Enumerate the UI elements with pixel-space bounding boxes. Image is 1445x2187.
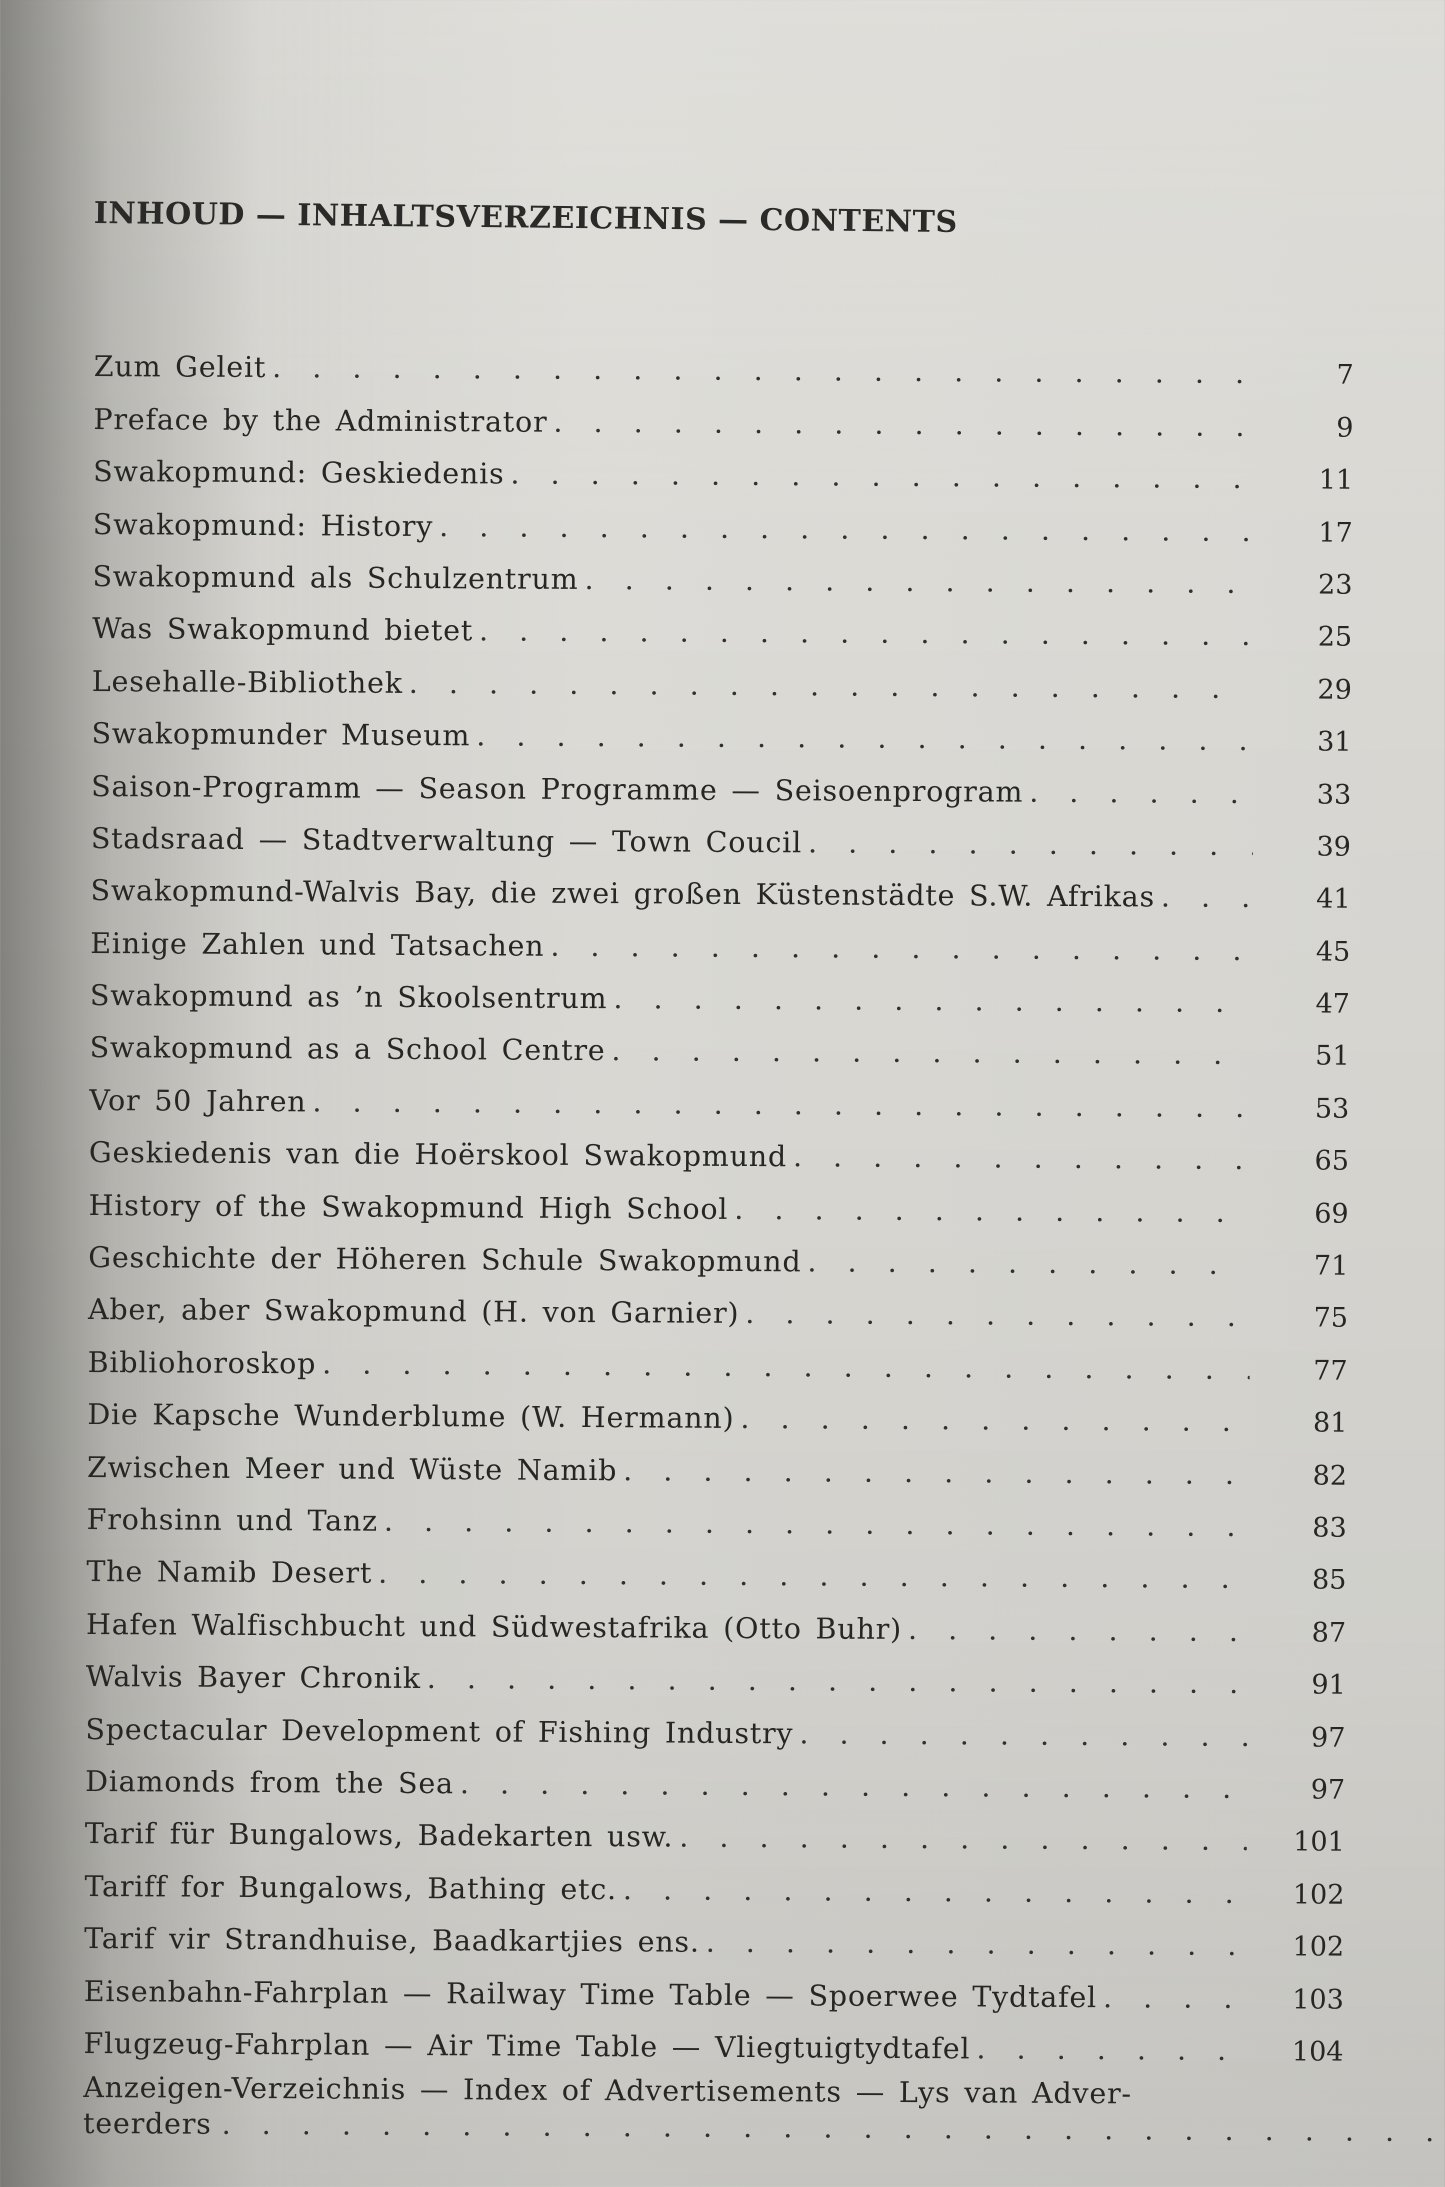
toc-entry-title: Geschichte der Höheren Schule Swakopmund (88, 1241, 802, 1279)
toc-entry-title: Lesehalle-Bibliothek (91, 664, 403, 700)
toc-entry (90, 1012, 1350, 1072)
toc-entry-title: Tarif vir Strandhuise, Baadkartjies ens. (84, 1922, 700, 1959)
dot-leader (976, 2032, 1245, 2067)
toc-entry-title: Eisenbahn-Fahrplan — Railway Time Table — Spoerwee Tydtafel (83, 1974, 1098, 2014)
toc-entry-page-number: 65 (1314, 1145, 1350, 1177)
dot-leader (613, 982, 1252, 1019)
dot-leader (322, 1347, 1250, 1386)
dot-leader (623, 1873, 1247, 1910)
toc-entry (85, 1798, 1345, 1858)
toc-entry (91, 750, 1351, 810)
toc-entry-title-line2: teerders (82, 2106, 212, 2141)
dot-leader (1161, 881, 1253, 915)
toc-entry-title: Tarif für Bungalows, Badekarten usw. (84, 1817, 674, 1854)
toc-entry (93, 436, 1353, 496)
toc-entry-title-line1: Anzeigen-Verzeichnis — Index of Advertisements — Lys van Adver- (83, 2070, 1133, 2111)
toc-entry-page-number: 103 (1292, 1983, 1344, 2016)
toc-entry (85, 1746, 1345, 1806)
toc-entry-page-number: 11 (1318, 464, 1354, 496)
toc-entry (87, 1431, 1347, 1491)
toc-entry (91, 803, 1351, 863)
toc-entry-page-number: 31 (1317, 726, 1352, 758)
dot-leader (799, 1717, 1247, 1753)
toc-entry (92, 541, 1352, 601)
dot-leader (460, 1767, 1247, 1805)
toc-entry-page-number: 97 (1310, 1722, 1346, 1754)
toc-entry-title: Flugzeug-Fahrplan — Air Time Table — Vliegtuigtydtafel (83, 2026, 971, 2066)
toc-entry-page-number: 77 (1313, 1355, 1348, 1387)
dot-leader (550, 929, 1252, 966)
toc-entry-title: Zwischen Meer und Wüste Namib (86, 1450, 618, 1487)
toc-entry (90, 960, 1350, 1020)
toc-entry (86, 1536, 1346, 1596)
toc-entry-title: Swakopmund as a School Centre (89, 1031, 606, 1068)
toc-entry (94, 331, 1354, 391)
toc-entry-title: Bibliohoroskop (87, 1345, 317, 1381)
toc-entry-title: Swakopmund: History (92, 507, 434, 543)
toc-entry (87, 1484, 1347, 1544)
toc-entry-page-number: 7 (1336, 359, 1354, 392)
toc-entry (84, 1955, 1344, 2015)
dot-leader (222, 2107, 1445, 2179)
toc-entry-page-number: 85 (1311, 1564, 1347, 1597)
contents-heading: INHOUD — INHALTSVERZEICHNIS — CONTENTS (93, 196, 958, 241)
toc-entry-title: Swakopmund-Walvis Bay, die zwei großen Küstenstädte S.W. Afrikas (90, 874, 1156, 914)
dot-leader (584, 563, 1254, 600)
toc-entry (83, 2007, 1343, 2067)
toc-entry-title: Frohsinn und Tanz (86, 1502, 379, 1538)
toc-entry-page-number: 39 (1316, 831, 1351, 863)
dot-leader (1103, 1981, 1246, 2015)
toc-entry (92, 645, 1352, 705)
toc-entry-title: Hafen Walfischbucht und Südwestafrika (Otto Buhr) (85, 1607, 903, 1646)
toc-entry (92, 593, 1352, 653)
table-of-contents (83, 331, 1354, 2150)
toc-entry-page-number: 23 (1318, 569, 1353, 601)
dot-leader (553, 406, 1255, 443)
toc-entry-title: The Namib Desert (86, 1555, 373, 1591)
toc-entry-page-number: 102 (1292, 1879, 1345, 1911)
dot-leader (679, 1821, 1247, 1857)
toc-entry (87, 1379, 1347, 1439)
toc-entry-title: Swakopmund als Schulzentrum (92, 559, 579, 596)
toc-entry (91, 698, 1351, 758)
toc-entry-title: History of the Swakopmund High School (88, 1188, 729, 1226)
dot-leader (409, 667, 1254, 705)
toc-entry-title: Swakopmund as ’n Skoolsentrum (89, 979, 608, 1016)
toc-entry-title: Preface by the Administrator (93, 402, 548, 439)
toc-entry-page-number: 71 (1313, 1250, 1349, 1282)
toc-entry-page-number: 87 (1311, 1617, 1347, 1649)
toc-entry (89, 1117, 1349, 1177)
dot-leader (384, 1505, 1249, 1543)
dot-leader (510, 458, 1255, 496)
dot-leader (808, 826, 1253, 862)
toc-entry-page-number: 69 (1314, 1198, 1349, 1230)
dot-leader (740, 1402, 1249, 1438)
toc-entry-title: Saison-Programm — Season Programme — Seisoenprogram (91, 769, 1024, 809)
dot-leader (807, 1245, 1250, 1281)
dot-leader (623, 1454, 1249, 1491)
dot-leader (734, 1193, 1251, 1229)
toc-entry (88, 1222, 1348, 1282)
dot-leader (378, 1557, 1248, 1595)
toc-entry-page-number: 97 (1310, 1774, 1346, 1806)
toc-entry-title: Tariff for Bungalows, Bathing etc. (84, 1869, 618, 1906)
toc-entry-title: Was Swakopmund bietet (92, 612, 474, 648)
toc-entry-title: Die Kapsche Wunderblume (W. Hermann) (87, 1398, 735, 1436)
toc-entry-title: Einige Zahlen und Tatsachen (90, 926, 545, 963)
toc-entry-page-number: 45 (1315, 936, 1351, 968)
dot-leader (793, 1141, 1251, 1177)
toc-entry-page-number: 53 (1314, 1093, 1350, 1125)
toc-entry-title: Spectacular Development of Fishing Industry (85, 1712, 794, 1750)
toc-entry (89, 1064, 1349, 1124)
toc-entry-title: Swakopmund: Geskiedenis (93, 455, 505, 491)
toc-entry-page-number: 101 (1293, 1826, 1345, 1858)
toc-entry-page-number: 9 (1336, 412, 1354, 444)
toc-entry (93, 383, 1353, 443)
dot-leader (476, 719, 1253, 757)
toc-entry (84, 1850, 1344, 1910)
dot-leader (706, 1926, 1247, 1962)
toc-entry-page-number: 82 (1312, 1460, 1348, 1492)
toc-entry-page-number: 25 (1317, 621, 1353, 654)
dot-leader (439, 510, 1255, 548)
toc-entry-title: Swakopmunder Museum (91, 717, 471, 753)
toc-entry-page-number: 81 (1312, 1407, 1348, 1439)
toc-entry-page-number: 75 (1313, 1302, 1349, 1335)
toc-entry-title: Vor 50 Jahren (89, 1083, 307, 1119)
toc-entry (90, 855, 1350, 915)
dot-leader (427, 1662, 1248, 1700)
toc-entry (86, 1641, 1346, 1701)
toc-entry-page-number: 29 (1317, 674, 1352, 706)
toc-entry (90, 907, 1350, 967)
toc-entry-page-number: 102 (1292, 1931, 1345, 1963)
dot-leader (1029, 775, 1253, 809)
dot-leader (745, 1297, 1250, 1333)
toc-entry (89, 1169, 1349, 1229)
toc-entry-title: Walvis Bayer Chronik (85, 1660, 421, 1696)
dot-leader (479, 615, 1254, 653)
toc-entry (93, 488, 1353, 548)
toc-entry-page-number: 41 (1316, 883, 1351, 915)
toc-entry-title: Diamonds from the Sea (85, 1764, 454, 1801)
dot-leader (312, 1085, 1251, 1124)
toc-entry-advertisements-index (83, 2070, 1343, 2150)
dot-leader (611, 1035, 1251, 1072)
toc-entry-page-number: 51 (1315, 1040, 1350, 1073)
toc-entry-page-number: 83 (1312, 1512, 1347, 1544)
toc-entry-title: Aber, aber Swakopmund (H. von Garnier) (87, 1293, 740, 1331)
toc-entry-page-number: 33 (1316, 778, 1352, 811)
toc-entry (85, 1693, 1345, 1753)
toc-entry-title: Zum Geleit (93, 350, 267, 385)
toc-entry-page-number: 17 (1318, 517, 1353, 549)
toc-entry-title: Stadsraad — Stadtverwaltung — Town Coucil (90, 821, 803, 860)
toc-entry-page-number: 91 (1311, 1669, 1346, 1701)
toc-entry (88, 1274, 1348, 1334)
toc-entry-title: Geskiedenis van die Hoërskool Swakopmund (88, 1136, 788, 1174)
dot-leader (908, 1613, 1248, 1648)
toc-entry (88, 1326, 1348, 1386)
dot-leader (272, 351, 1256, 390)
toc-entry (84, 1903, 1344, 1963)
toc-entry (86, 1588, 1346, 1648)
toc-entry-page-number: 47 (1315, 988, 1351, 1020)
toc-entry-page-number: 104 (1291, 2036, 1344, 2068)
